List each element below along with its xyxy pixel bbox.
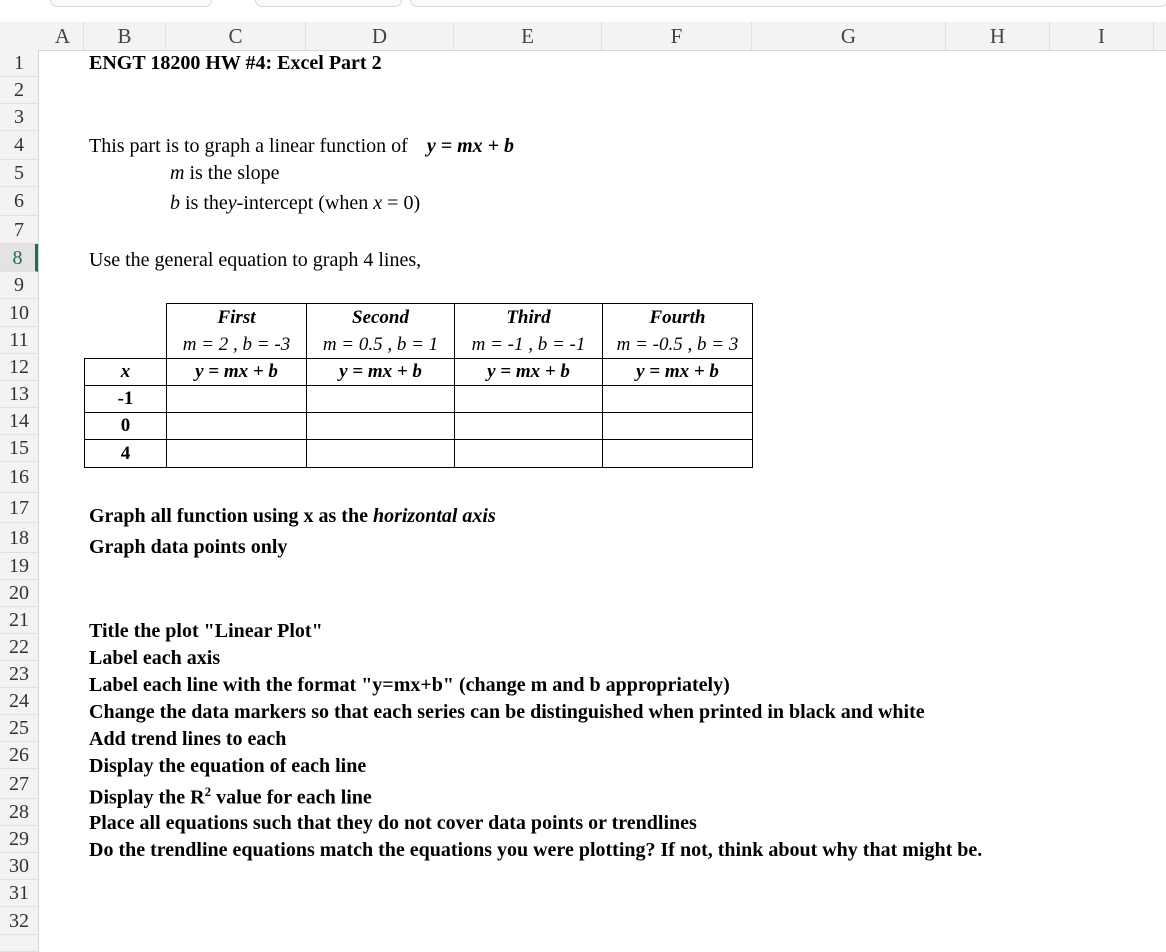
instruction-placement: Place all equations such that they do not cover data points or trendlines [89, 812, 697, 834]
row-header[interactable]: 26 [0, 742, 38, 769]
r-squared-text-2: value for each line [211, 786, 372, 809]
eq-second[interactable]: y = mx + b [307, 359, 455, 386]
blank-cell[interactable] [85, 304, 167, 332]
result-cell[interactable] [455, 413, 603, 440]
intercept-symbol: b [170, 192, 180, 214]
intro-line [89, 135, 514, 158]
row-header[interactable]: 1 [0, 50, 38, 77]
row-header[interactable]: 24 [0, 688, 38, 715]
sheet-tab-2[interactable] [255, 0, 402, 7]
row-header[interactable]: 6 [0, 187, 38, 216]
result-cell[interactable] [455, 386, 603, 413]
instruction-horizontal-axis [89, 505, 496, 528]
eq-first[interactable]: y = mx + b [167, 359, 307, 386]
sheet-tab-3[interactable] [410, 0, 1166, 7]
result-cell[interactable] [167, 413, 307, 440]
row-header[interactable]: 22 [0, 634, 38, 661]
intercept-text-3: = 0) [387, 192, 421, 214]
x-value[interactable]: -1 [85, 386, 167, 413]
instruction-label-line: Label each line with the format "y=mx+b" (change m and b appropriately) [89, 674, 730, 696]
column-header-c[interactable]: C [166, 22, 306, 50]
r-squared-sup: 2 [204, 784, 212, 799]
row-header[interactable]: 10 [0, 299, 38, 327]
params-second[interactable]: m = 0.5 , b = 1 [307, 332, 455, 359]
row-header[interactable]: 3 [0, 104, 38, 131]
eq-fourth[interactable]: y = mx + b [603, 359, 753, 386]
slope-symbol: m [170, 162, 185, 184]
instruction-question: Do the trendline equations match the equations you were plotting? If not, think about why that might be. [89, 839, 983, 861]
result-cell[interactable] [307, 440, 455, 468]
tab-strip [0, 0, 1166, 22]
result-cell[interactable] [167, 386, 307, 413]
instruction-emphasis: horizontal axis [372, 505, 496, 527]
result-cell[interactable] [167, 440, 307, 468]
instruction-title: Title the plot "Linear Plot" [89, 620, 323, 642]
row-header[interactable]: 11 [0, 327, 38, 354]
intercept-x-symbol: x [373, 192, 383, 214]
params-third[interactable]: m = -1 , b = -1 [455, 332, 603, 359]
params-first[interactable]: m = 2 , b = -3 [167, 332, 307, 359]
result-cell[interactable] [455, 440, 603, 468]
blank-cell[interactable] [85, 332, 167, 359]
x-value[interactable]: 0 [85, 413, 167, 440]
row-header[interactable]: 5 [0, 160, 38, 187]
row-header[interactable]: 31 [0, 880, 38, 907]
intro-text: This part is to graph a linear function of [89, 135, 408, 157]
data-table [84, 303, 753, 468]
column-header-a[interactable]: A [42, 22, 84, 50]
x-value[interactable]: 4 [85, 440, 167, 468]
instruction-markers: Change the data markers so that each series can be distinguished when printed in black and white [89, 701, 925, 723]
slope-text: is the slope [189, 162, 280, 184]
result-cell[interactable] [603, 386, 753, 413]
row-header[interactable]: 17 [0, 493, 38, 523]
row-header[interactable]: 16 [0, 462, 38, 493]
row-header[interactable]: 14 [0, 408, 38, 435]
result-cell[interactable] [603, 440, 753, 468]
intercept-definition [170, 192, 420, 215]
params-fourth[interactable]: m = -0.5 , b = 3 [603, 332, 753, 359]
column-header-i[interactable]: I [1050, 22, 1154, 50]
result-cell[interactable] [307, 386, 455, 413]
intercept-text-1: is the [185, 192, 228, 214]
row-header[interactable]: 28 [0, 799, 38, 826]
r-squared-text: Display the R [89, 786, 205, 809]
row-header[interactable]: 23 [0, 661, 38, 688]
result-cell[interactable] [307, 413, 455, 440]
row-header-bar [0, 50, 39, 952]
instruction-label-axis: Label each axis [89, 647, 221, 669]
sheet-title: ENGT 18200 HW #4: Excel Part 2 [89, 52, 382, 74]
row-header[interactable]: 15 [0, 435, 38, 462]
intercept-y-symbol: y [227, 192, 237, 214]
row-header[interactable]: 7 [0, 216, 38, 244]
intercept-text-2: -intercept (when [236, 192, 369, 214]
row-header[interactable]: 19 [0, 553, 38, 580]
row-header-active[interactable]: 8 [0, 244, 38, 272]
column-header-e[interactable]: E [454, 22, 602, 50]
column-header-f[interactable]: F [602, 22, 752, 50]
use-equation-text: Use the general equation to graph 4 lines, [89, 249, 422, 271]
instruction-r-squared [89, 784, 372, 810]
row-header[interactable]: 32 [0, 907, 38, 935]
row-header[interactable]: 25 [0, 715, 38, 742]
row-header[interactable]: 13 [0, 381, 38, 408]
row-header[interactable]: 29 [0, 826, 38, 853]
row-header[interactable]: 27 [0, 769, 38, 799]
row-header[interactable] [0, 935, 38, 952]
eq-third[interactable]: y = mx + b [455, 359, 603, 386]
result-cell[interactable] [603, 413, 753, 440]
row-header[interactable]: 2 [0, 77, 38, 104]
instruction-text: Graph all function using x as the [89, 505, 373, 527]
header-third[interactable]: Third [455, 304, 603, 332]
column-header-bar [0, 22, 1166, 51]
slope-definition [170, 162, 279, 185]
header-fourth[interactable]: Fourth [603, 304, 753, 332]
x-header[interactable]: x [85, 359, 167, 386]
row-header[interactable]: 21 [0, 607, 38, 634]
intro-equation: y = mx + b [426, 135, 515, 157]
column-header-d[interactable]: D [306, 22, 454, 50]
row-header[interactable]: 9 [0, 272, 38, 299]
row-header[interactable]: 30 [0, 853, 38, 880]
row-header[interactable]: 20 [0, 580, 38, 607]
instruction-points-only: Graph data points only [89, 536, 288, 558]
instruction-trendlines: Add trend lines to each [89, 728, 287, 750]
header-first[interactable]: First [167, 304, 307, 332]
column-header-b[interactable]: B [84, 22, 166, 50]
row-header[interactable]: 12 [0, 354, 38, 381]
header-second[interactable]: Second [307, 304, 455, 332]
instruction-equation: Display the equation of each line [89, 755, 367, 777]
column-header-g[interactable]: G [752, 22, 946, 50]
column-header-h[interactable]: H [946, 22, 1050, 50]
sheet-tab-1[interactable] [50, 0, 212, 7]
row-header[interactable]: 18 [0, 523, 38, 553]
row-header[interactable]: 4 [0, 131, 38, 160]
